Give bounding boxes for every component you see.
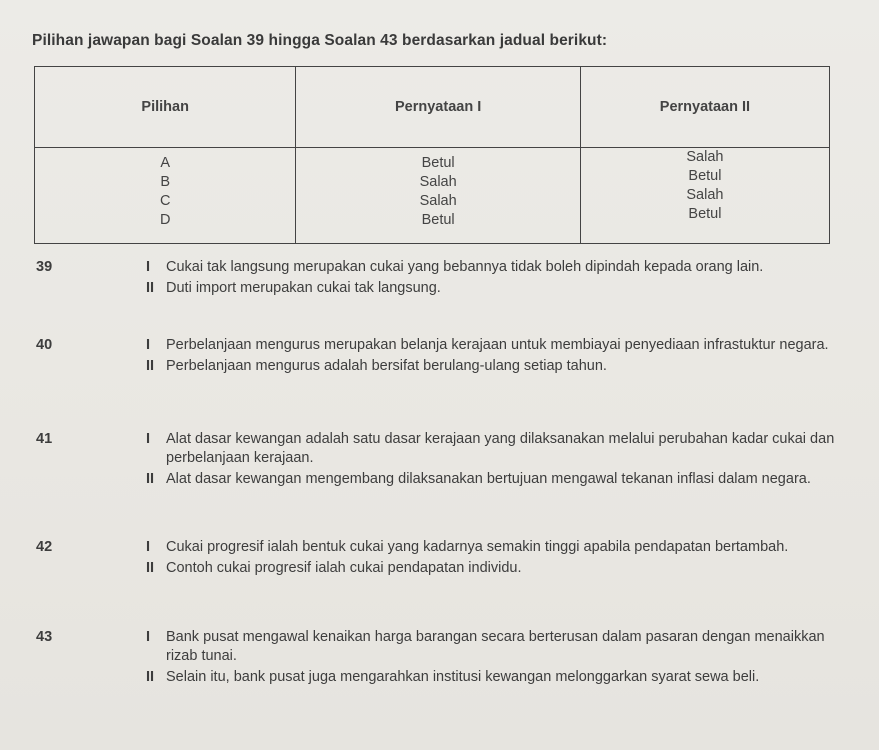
instruction-text: Pilihan jawapan bagi Soalan 39 hingga Soalan 43 berdasarkan jadual berikut: (32, 32, 608, 49)
option-b: B (160, 174, 171, 190)
statement-text: Cukai progresif ialah bentuk cukai yang kadarnya semakin tinggi apabila pendapatan bertambah. (166, 539, 789, 555)
statement-2-c: Salah (686, 187, 724, 203)
option-a: A (160, 155, 171, 171)
statement-1-c: Salah (419, 193, 457, 209)
statement-text: Duti import merupakan cukai tak langsung. (166, 280, 441, 296)
roman-numeral: I (146, 629, 151, 645)
question-number: 43 (36, 629, 53, 645)
statement-text: Perbelanjaan mengurus merupakan belanja kerajaan untuk membiayai penyediaan infrastuktur negara. (166, 337, 829, 353)
table-header-row (35, 67, 830, 148)
statement-1-d: Betul (421, 212, 455, 228)
statement-text: Bank pusat mengawal kenaikan harga barangan secara berterusan dalam pasaran dengan menaikkan rizab tunai. (166, 629, 825, 664)
question-40-statement-1 (36, 336, 836, 355)
statement-2-column (580, 148, 829, 244)
statement-text: Alat dasar kewangan adalah satu dasar kerajaan yang dilaksanakan melalui perubahan kadar cukai dan perbelanjaan kerajaan. (166, 431, 835, 466)
statement-1-b: Salah (419, 174, 457, 190)
statement-text: Cukai tak langsung merupakan cukai yang bebannya tidak boleh dipindah kepada orang lain. (166, 259, 764, 275)
question-41-statement-1 (36, 430, 836, 468)
statement-2-a: Salah (686, 149, 724, 165)
question-40 (36, 336, 836, 378)
question-43 (36, 628, 836, 689)
roman-numeral: II (146, 280, 155, 296)
roman-numeral: I (146, 259, 151, 275)
question-39-statement-2 (36, 279, 836, 298)
question-42-statement-1 (36, 538, 836, 557)
header-pernyataan-2: Pernyataan II (580, 67, 829, 148)
roman-numeral: II (146, 560, 155, 576)
question-number: 41 (36, 431, 53, 447)
question-41-statement-2 (36, 470, 836, 489)
option-c: C (159, 193, 171, 209)
statement-text: Contoh cukai progresif ialah cukai pendapatan individu. (166, 560, 522, 576)
question-43-statement-2 (36, 668, 836, 687)
header-pilihan: Pilihan (35, 67, 296, 148)
statement-1-a: Betul (421, 155, 455, 171)
answer-key-table (34, 66, 830, 244)
statement-2-d: Betul (688, 206, 722, 222)
statement-text: Selain itu, bank pusat juga mengarahkan institusi kewangan melonggarkan syarat sewa beli. (166, 669, 760, 685)
question-42-statement-2 (36, 559, 836, 578)
statement-1-column (296, 148, 581, 244)
statement-text: Perbelanjaan mengurus adalah bersifat berulang-ulang setiap tahun. (166, 358, 607, 374)
question-39 (36, 258, 836, 300)
header-pernyataan-1: Pernyataan I (296, 67, 581, 148)
question-41 (36, 430, 836, 491)
question-43-statement-1 (36, 628, 836, 666)
statement-text: Alat dasar kewangan mengembang dilaksanakan bertujuan mengawal tekanan inflasi dalam negara. (166, 471, 811, 487)
roman-numeral: I (146, 539, 151, 555)
table-row (35, 148, 830, 244)
roman-numeral: I (146, 431, 151, 447)
roman-numeral: II (146, 471, 155, 487)
roman-numeral: II (146, 669, 155, 685)
question-42 (36, 538, 836, 580)
question-number: 42 (36, 539, 53, 555)
options-column (35, 148, 296, 244)
roman-numeral: I (146, 337, 151, 353)
option-d: D (159, 212, 171, 228)
roman-numeral: II (146, 358, 155, 374)
question-number: 40 (36, 337, 53, 353)
question-39-statement-1 (36, 258, 836, 277)
question-40-statement-2 (36, 357, 836, 376)
question-number: 39 (36, 259, 53, 275)
statement-2-b: Betul (688, 168, 722, 184)
